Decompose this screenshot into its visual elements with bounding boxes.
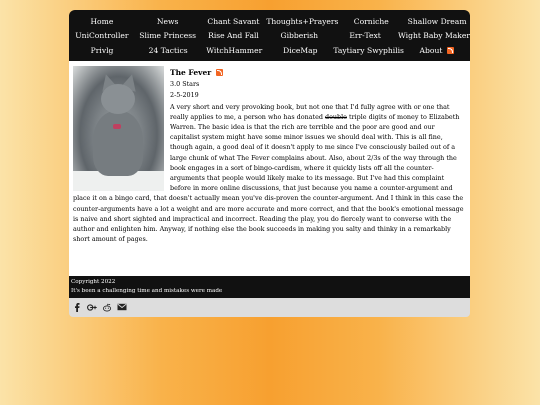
reddit-icon[interactable] [102, 302, 112, 312]
review-text-pre: A very short and very provoking book, but not one that I'd fully agree with or one that really applies to me, a person who has donated [170, 102, 450, 121]
nav-gibberish[interactable]: Gibberish [280, 31, 319, 41]
top-nav [69, 10, 470, 61]
nav-corniche[interactable]: Corniche [353, 16, 389, 26]
nav-err-text[interactable]: Err-Text [349, 31, 381, 41]
cat-collar [113, 124, 121, 129]
nav-taytiary-swyphilis[interactable]: Taytiary Swyphilis [333, 45, 404, 55]
nav-wight-baby-maker[interactable]: Wight Baby Maker [397, 31, 471, 41]
google-plus-icon[interactable] [87, 302, 97, 312]
cat-body [93, 111, 143, 176]
nav-privlg[interactable]: Privlg [90, 45, 114, 55]
nav-dicemap[interactable]: DiceMap [283, 45, 318, 55]
nav-about-label: About [419, 45, 443, 55]
nav-unicontroller[interactable]: UniController [75, 31, 129, 41]
page-container [69, 10, 470, 317]
post-title[interactable]: The Fever [170, 67, 212, 77]
review-strike: double [324, 112, 347, 121]
email-icon[interactable] [117, 302, 127, 312]
nav-chant-savant[interactable]: Chant Savant [207, 16, 260, 26]
rss-icon[interactable] [447, 47, 454, 54]
nav-row-1 [69, 14, 470, 29]
cat-head [101, 84, 135, 114]
review-text-post: triple digits of money to Elizabeth Warren. The basic idea is that the rich are terrible and the poor are good and our capitalist system might have some minor issues we should deal with. This is all fine, though again, a good deal of it doesn't apply to me since I've consciously bailed out of a large chunk of what The Fever complains about. Also, about 2/3s of the way through the book engages in a sort of bingo-cardism, where it quickly lists off all the counter-arguments that people would likely make to its message. But I've had this complaint before in more online discussions, that just because you name a counter-argument and place it on a bingo card, that doesn't actually mean you've dis-proven the counter-argument. And I think in this case the counter-arguments have a lot a weight and are more accurate and more correct, and that the book's emotional message is naive and short sighted and impractical and incorrect. Reading the play, you do fiercely want to converse with the author and enlighten him. Anyway, if nothing else the book succeeds in making you salty and thinky in a remarkably short amount of pages. [73, 112, 464, 244]
nav-row-2 [69, 29, 470, 44]
footer-tagline: It's been a challenging time and mistakes were made [71, 287, 223, 294]
footer [69, 276, 470, 298]
post-rating: 3.0 Stars [170, 79, 200, 88]
main-content [69, 61, 470, 276]
nav-about[interactable] [404, 46, 470, 55]
footer-copyright: Copyright 2022 [71, 278, 116, 285]
nav-news[interactable]: News [156, 16, 179, 26]
nav-row-3 [69, 43, 470, 58]
nav-slime-princess[interactable]: Slime Princess [139, 31, 197, 41]
nav-witchhammer[interactable]: WitchHammer [206, 45, 263, 55]
book-cover-cat-image [73, 66, 164, 191]
nav-24-tactics[interactable]: 24 Tactics [148, 45, 188, 55]
post-date: 2-5-2019 [170, 90, 199, 99]
share-bar [69, 298, 470, 317]
nav-shallow-dream[interactable]: Shallow Dream [407, 16, 467, 26]
post-rss-icon[interactable] [216, 69, 223, 76]
nav-home[interactable]: Home [90, 16, 114, 26]
nav-rise-and-fall[interactable]: Rise And Fall [208, 31, 259, 41]
nav-thoughts-prayers[interactable]: Thoughts+Prayers [266, 16, 339, 26]
facebook-icon[interactable] [72, 302, 82, 312]
